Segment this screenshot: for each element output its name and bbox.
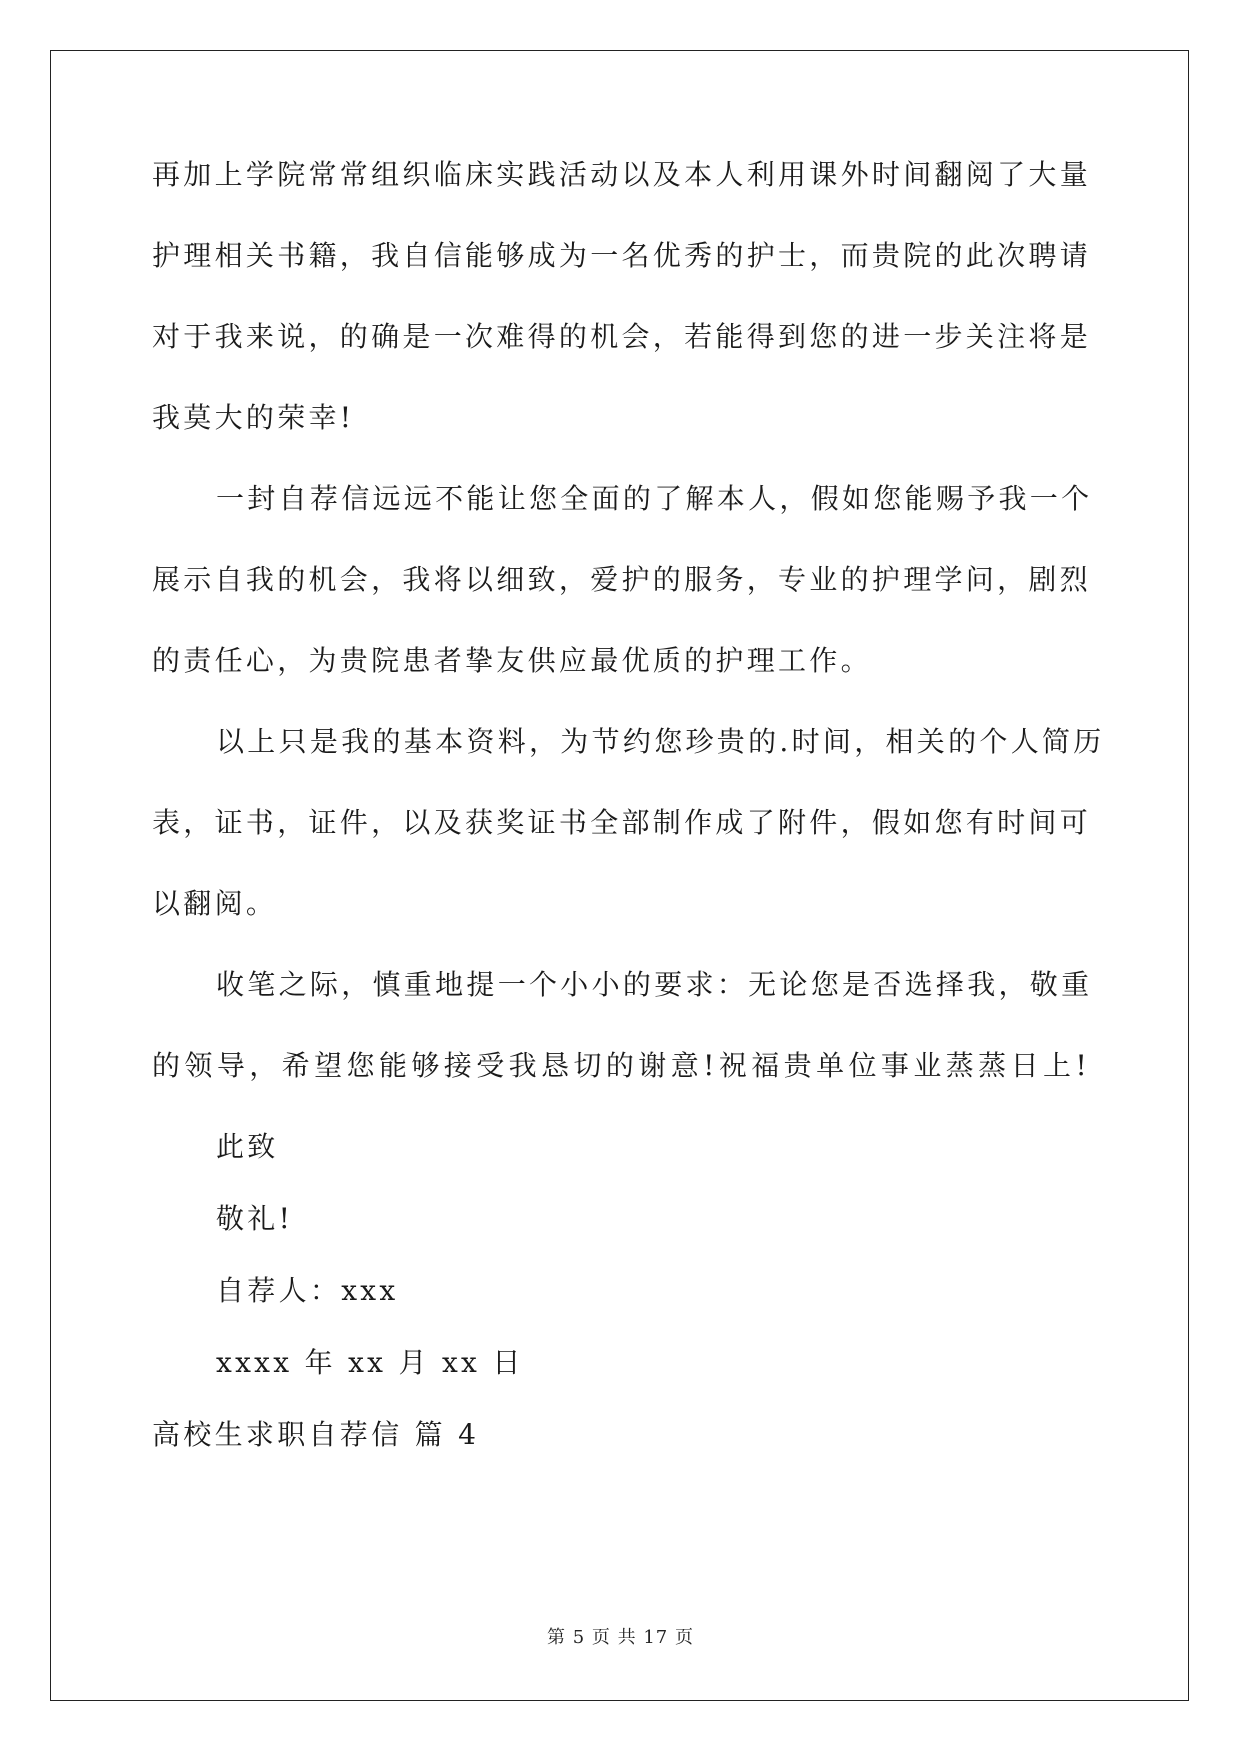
body-line: 表，证书，证件，以及获奖证书全部制作成了附件，假如您有时间可 xyxy=(152,806,1092,839)
signature-date: xxxx 年 xx 月 xx 日 xyxy=(216,1346,524,1379)
body-line: 我莫大的荣幸! xyxy=(152,401,355,434)
body-line: 展示自我的机会，我将以细致，爱护的服务，专业的护理学问，剧烈 xyxy=(152,563,1092,596)
closing-salutation: 此致 xyxy=(216,1130,279,1163)
closing-regards: 敬礼! xyxy=(216,1202,294,1235)
page-number: 第 5 页 共 17 页 xyxy=(547,1627,694,1648)
body-line: 以上只是我的基本资料，为节约您珍贵的.时间，相关的个人简历 xyxy=(216,725,1105,758)
body-line: 对于我来说，的确是一次难得的机会，若能得到您的进一步关注将是 xyxy=(152,320,1092,353)
body-line: 再加上学院常常组织临床实践活动以及本人利用课外时间翻阅了大量 xyxy=(152,158,1092,191)
body-line: 一封自荐信远远不能让您全面的了解本人，假如您能赐予我一个 xyxy=(216,482,1093,515)
section-heading: 高校生求职自荐信 篇 4 xyxy=(152,1418,480,1451)
signature-name: 自荐人：xxx xyxy=(216,1274,399,1307)
body-line: 护理相关书籍，我自信能够成为一名优秀的护士，而贵院的此次聘请 xyxy=(152,239,1092,272)
body-line: 以翻阅。 xyxy=(152,887,278,920)
letter-body xyxy=(152,158,1105,1492)
body-line: 收笔之际，慎重地提一个小小的要求：无论您是否选择我，敬重 xyxy=(216,968,1093,1001)
body-line: 的领导，希望您能够接受我恳切的谢意!祝福贵单位事业蒸蒸日上! xyxy=(152,1049,1090,1082)
body-line: 的责任心，为贵院患者挚友供应最优质的护理工作。 xyxy=(152,644,872,677)
